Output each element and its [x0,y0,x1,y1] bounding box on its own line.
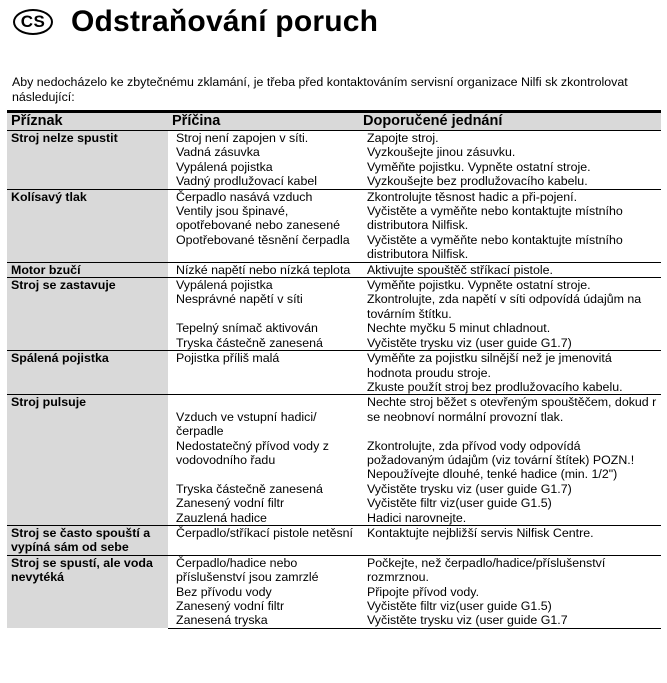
action-cell: Aktivujte spouštěč stříkací pistole. [359,262,661,277]
action-cell: Vyčistěte filtr viz(user guide G1.5) [367,496,552,511]
cause-cell: Čerpadlo/stříkací pistole netěsní [168,525,359,555]
action-cell: Kontaktujte nejbližší servis Nilfisk Centre. [359,525,661,555]
action-cell: Nechte stroj běžet s otevřeným spouštěčem, dokud r se neobnoví normální provozní tlak. [359,395,661,439]
action-cell: Nechte myčku 5 minut chladnout. [367,321,551,336]
cause-cell: Zauzlená hadice [176,510,267,525]
cause-cell: Ventily jsou špinavé, opotřebované nebo zanesené [176,204,340,233]
table-row [7,555,661,584]
table-row [7,131,661,146]
symptom-cell: Spálená pojistka [7,351,168,395]
troubleshooting-table-wrapper [7,110,661,629]
cause-cell: Zanesená tryska [168,613,359,628]
cause-cell: Vadná zásuvka [176,145,260,160]
symptom-cell: Stroj se často spouští a vypíná sám od sebe [7,525,168,555]
cause-cell: Stroj není zapojen v síti. [176,131,309,145]
symptom-cell: Stroj se zastavuje [7,278,168,351]
cause-cell: Nedostatečný přívod vody z vodovodního řadu [176,438,329,467]
cause-cell: Nesprávné napětí v síti [176,292,303,307]
cause-cell: Vypálená pojistka [168,278,359,293]
symptom-cell: Kolísavý tlak [7,189,168,262]
action-cell: Vyměňte pojistku. Vypněte ostatní stroje. [367,159,591,174]
action-cell: Počkejte, než čerpadlo/hadice/příslušenství rozmrznou. [359,555,661,584]
language-badge: CS [13,9,53,35]
table-row [7,395,661,439]
page-title: Odstraňování poruch [71,5,379,38]
action-cell: Vyčistěte filtr viz(user guide G1.5) [367,599,552,613]
table-row [7,525,661,555]
column-header-action: Doporučené jednání [359,112,661,131]
symptom-cell: Stroj nelze spustit [7,131,168,190]
action-cell: Vyčistěte trysku viz (user guide G1.7) [367,335,572,350]
table-body [7,131,661,629]
symptom-cell: Stroj se spustí, ale voda nevytéká [7,555,168,628]
table-row [7,278,661,293]
cause-cell: Vadný prodlužovací kabel [176,174,317,189]
action-cell: Vyčistěte trysku viz (user guide G1.7) [367,481,572,496]
symptom-cell: Stroj pulsuje [7,395,168,526]
cause-cell: Zanesený vodní filtr [176,599,285,613]
cause-cell: Čerpadlo nasává vzduch [168,189,359,204]
symptom-cell: Motor bzučí [7,262,168,277]
action-cell: Vyzkoušejte bez prodlužovacího kabelu. [367,174,588,189]
cause-cell: Tryska částečně zanesená [176,481,323,496]
cause-cell: Zanesený vodní filtr [176,496,285,511]
table-row [7,351,661,395]
action-cell: Zkontrolujte, zda přívod vody odpovídá požadovaným údajům (viz tovární štítek) POZN.! Nepoužívejte dlouhé, tenké hadice (min. 1/2") [367,438,635,482]
action-cell: Vyčistěte trysku viz (user guide G1.7 [359,613,661,628]
table-row [7,189,661,204]
cause-cell: Čerpadlo/hadice nebo příslušenství jsou zamrzlé [168,555,359,584]
cause-cell: Tepelný snímač aktivován [176,321,318,336]
action-cell: Připojte přívod vody. [367,584,480,599]
action-cell: Vyčistěte a vyměňte nebo kontaktujte místního distributora Nilfisk. [367,204,623,233]
table-row [7,262,661,277]
cause-cell: Tryska částečně zanesená [176,335,323,350]
column-header-cause: Příčina [168,112,359,131]
action-cell: Vyzkoušejte jinou zásuvku. [367,145,516,160]
action-cell: Vyčistěte a vyměňte nebo kontaktujte místního distributora Nilfisk. [367,232,623,262]
action-cell: Zkontrolujte, zda napětí v síti odpovídá údajům na továrním štítku. [367,292,642,321]
action-cell: Hadici narovnejte. [367,510,467,525]
cause-cell: Vypálená pojistka [176,159,273,174]
page-header [13,5,378,39]
cause-cell: Opotřebované těsnění čerpadla [176,232,350,247]
troubleshooting-table [7,110,661,629]
cause-cell: Vzduch ve vstupní hadici/ čerpadle [168,395,359,439]
action-cell: Vyměňte za pojistku silnější než je jmenovitá hodnota proudu stroje. Zkuste použít stroj bez prodlužovacího kabelu. [359,351,661,395]
cause-cell: Bez přívodu vody [176,584,272,599]
action-cell: Zkontrolujte těsnost hadic a při-pojení. [359,189,661,204]
table-header-row [7,112,661,131]
action-cell: Vyměňte pojistku. Vypněte ostatní stroje. [359,278,661,293]
cause-cell: Nízké napětí nebo nízká teplota [168,262,359,277]
column-header-symptom: Příznak [7,112,168,131]
action-cell: Zapojte stroj. [367,131,439,145]
cause-cell: Pojistka příliš malá [168,351,359,395]
intro-text: Aby nedocházelo ke zbytečnému zklamání, je třeba před kontaktováním servisní organizace Nilfi sk zkontrolovat následující: [12,75,628,104]
